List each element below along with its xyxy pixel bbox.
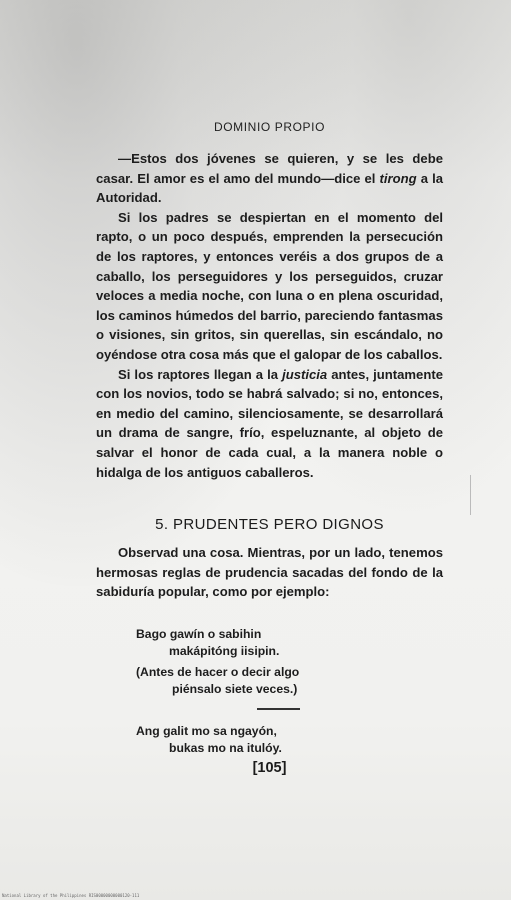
translation-1-line-1: (Antes de hacer o decir algo xyxy=(136,665,300,679)
section-title: 5. PRUDENTES PERO DIGNOS xyxy=(155,516,384,533)
footer-caption: National Library of the Philippines RIS00000000000120-111 xyxy=(2,893,140,898)
verse-2-line-2: bukas mo na itulóy. xyxy=(169,741,282,755)
page-number: [105] xyxy=(252,760,287,776)
verse-1-line-1: Bago gawín o sabihin xyxy=(136,627,262,641)
paragraph-4: Observad una cosa. Mientras, por un lado, tenemos hermosas reglas de prudencia sacadas del fondo de la sabiduría popular, como por ejemplo: xyxy=(96,545,443,600)
paragraph-2: Si los padres se despiertan en el momento del rapto, o un poco después, emprenden la persecución de los raptores, y entonces veréis a dos grupos de a caballo, los perseguidores y los perseguidos, cruzar veloces a media noche, con luna o en plena oscuridad, los caminos húmedos del barrio, pareciendo fantasmas o visiones, sin gritos, sin querellas, sin escándalo, no oyéndose otra cosa más que el galopar de los caballos. xyxy=(96,209,443,362)
scan-mark xyxy=(470,475,471,515)
verse-1 xyxy=(136,626,279,660)
translation-1 xyxy=(136,664,299,698)
verse-2 xyxy=(136,723,282,757)
paragraph-3: Si los raptores llegan a la justicia antes, juntamente con los novios, todo se habrá salvado; si no, entonces, en medio del camino, silenciosamente, se desarrollará un drama de sangre, frío, espeluznante, al objeto de salvar el honor de cada cual, a la manera noble o hidalga de los antiguos caballeros. xyxy=(96,366,443,480)
verse-2-line-1: Ang galit mo sa ngayón, xyxy=(136,724,277,738)
body-text xyxy=(96,149,443,482)
translation-1-line-2: piénsalo siete veces.) xyxy=(172,682,298,696)
body-text-2 xyxy=(96,543,443,602)
verse-1-line-2: makápitóng iisipin. xyxy=(169,644,280,658)
running-head: DOMINIO PROPIO xyxy=(213,120,326,134)
paragraph-1: —Estos dos jóvenes se quieren, y se les debe casar. El amor es el amo del mundo—dice el tirong a la Autoridad. xyxy=(96,151,443,206)
divider-line xyxy=(257,708,300,710)
